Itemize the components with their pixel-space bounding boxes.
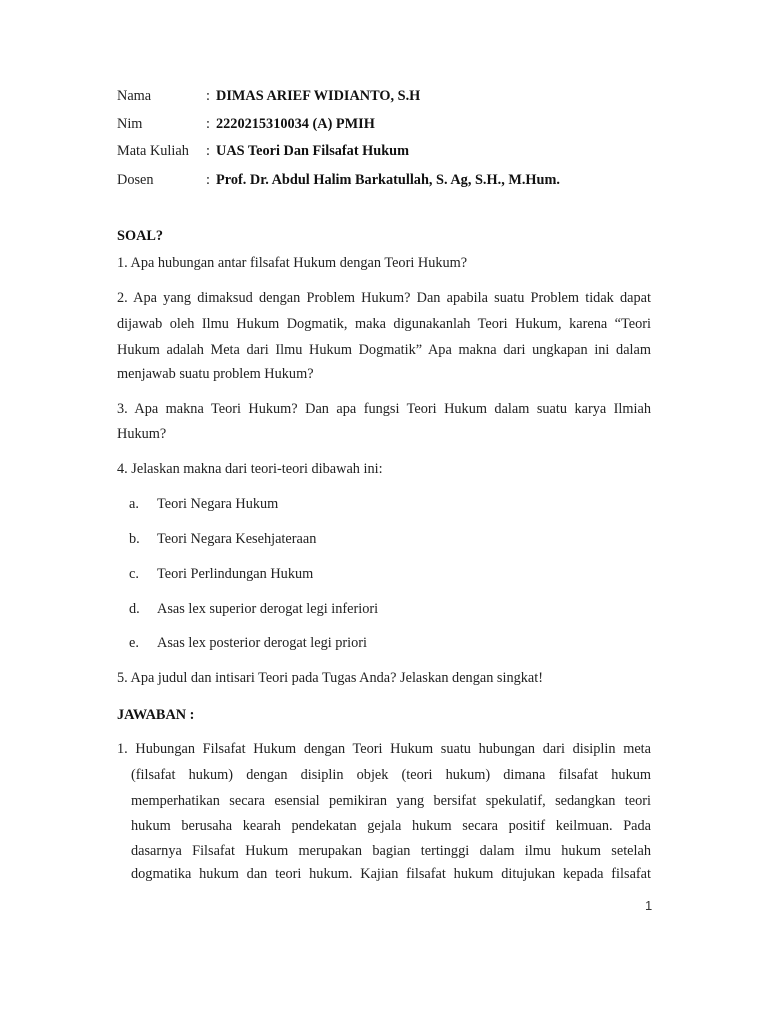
soal-heading: SOAL?	[117, 228, 164, 244]
q4-item-e: Asas lex posterior derogat legi priori	[157, 635, 368, 651]
q4-item-letter-e: e.	[129, 635, 139, 651]
label-nim: Nim	[117, 116, 143, 132]
question-1: 1. Apa hubungan antar filsafat Hukum dengan Teori Hukum?	[117, 255, 468, 271]
q4-item-c: Teori Perlindungan Hukum	[157, 566, 314, 582]
value-mata-kuliah: UAS Teori Dan Filsafat Hukum	[216, 143, 410, 159]
separator-nim: :	[206, 116, 210, 132]
question-2-line-4: menjawab suatu problem Hukum?	[117, 366, 314, 382]
q4-item-letter-c: c.	[129, 566, 139, 582]
question-4: 4. Jelaskan makna dari teori-teori dibawah ini:	[117, 461, 383, 477]
question-2-line-3: Hukum adalah Meta dari Ilmu Hukum Dogmatik” Apa makna dari ungkapan ini dalam	[117, 342, 651, 358]
question-5: 5. Apa judul dan intisari Teori pada Tugas Anda? Jelaskan dengan singkat!	[117, 670, 543, 686]
q4-item-letter-b: b.	[129, 531, 140, 547]
question-2-line-2: dijawab oleh Ilmu Hukum Dogmatik, maka digunakanlah Teori Hukum, karena “Teori	[117, 316, 651, 332]
q4-item-letter-a: a.	[129, 496, 139, 512]
value-dosen: Prof. Dr. Abdul Halim Barkatullah, S. Ag, S.H., M.Hum.	[216, 172, 560, 188]
label-nama: Nama	[117, 88, 152, 104]
separator-nama: :	[206, 88, 210, 104]
separator-mata-kuliah: :	[206, 143, 210, 159]
answer-1-line-2: (filsafat hukum) dengan disiplin objek (teori hukum) dimana filsafat hukum	[131, 767, 651, 783]
value-nim: 2220215310034 (A) PMIH	[216, 116, 375, 132]
answer-1-line-4: hukum berusaha kearah pendekatan gejala hukum secara positif keilmuan. Pada	[131, 818, 651, 834]
jawaban-heading: JAWABAN :	[117, 707, 195, 723]
separator-dosen: :	[206, 172, 210, 188]
question-3-line-1: 3. Apa makna Teori Hukum? Dan apa fungsi Teori Hukum dalam suatu karya Ilmiah	[117, 401, 651, 417]
q4-item-b: Teori Negara Kesehjateraan	[157, 531, 317, 547]
label-mata-kuliah: Mata Kuliah	[117, 143, 189, 159]
answer-1-line-6: dogmatika hukum dan teori hukum. Kajian filsafat hukum ditujukan kepada filsafat	[131, 866, 651, 882]
label-dosen: Dosen	[117, 172, 154, 188]
q4-item-a: Teori Negara Hukum	[157, 496, 279, 512]
question-3-line-2: Hukum?	[117, 426, 167, 442]
q4-item-letter-d: d.	[129, 601, 140, 617]
answer-1-line-5: dasarnya Filsafat Hukum merupakan bagian tertinggi dalam ilmu hukum setelah	[131, 843, 651, 859]
value-nama: DIMAS ARIEF WIDIANTO, S.H	[216, 88, 421, 104]
page-number: 1	[645, 898, 653, 913]
question-2-line-1: 2. Apa yang dimaksud dengan Problem Hukum? Dan apabila suatu Problem tidak dapat	[117, 290, 651, 306]
q4-item-d: Asas lex superior derogat legi inferiori	[157, 601, 379, 617]
answer-1-line-3: memperhatikan secara esensial pemikiran yang bersifat spekulatif, sedangkan teori	[131, 793, 651, 809]
answer-1-line-1: 1. Hubungan Filsafat Hukum dengan Teori Hukum suatu hubungan dari disiplin meta	[117, 741, 651, 757]
